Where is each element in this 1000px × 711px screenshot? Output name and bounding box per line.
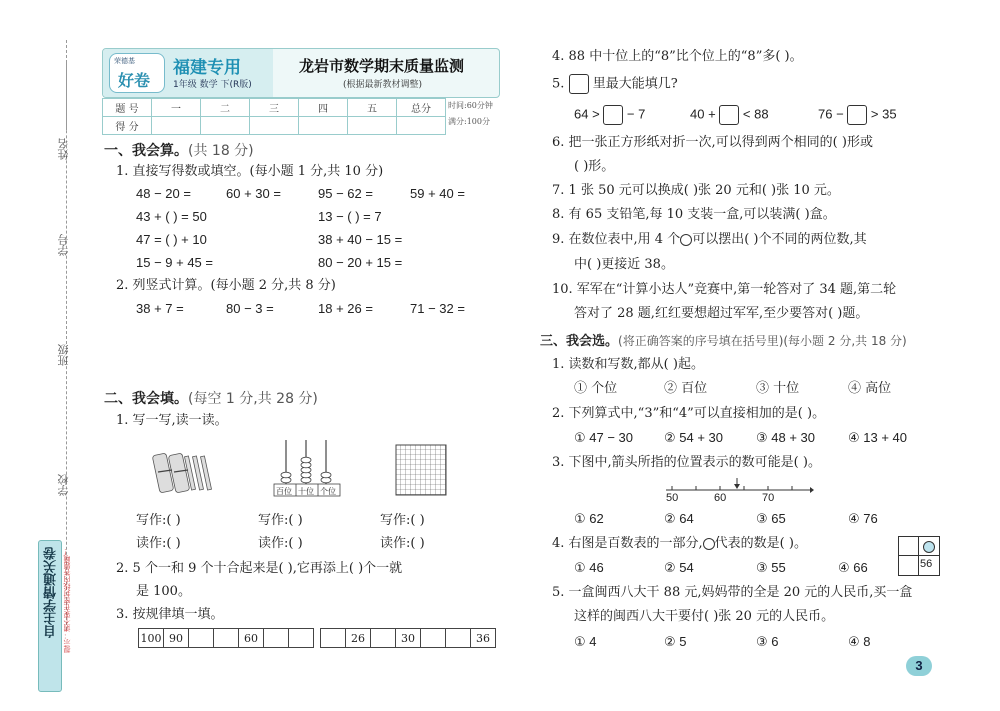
id-label: 学号 — [57, 234, 70, 256]
c4-option[interactable]: ④ 66 — [838, 560, 868, 575]
fj-title: 福建专用 — [173, 58, 241, 78]
score-head: 总分 — [397, 99, 446, 117]
q5-item — [574, 105, 645, 125]
strip-tip: 提示：请不要在密封线内答题哦！ — [63, 548, 71, 653]
number-line — [662, 476, 814, 502]
banner-text: 自主学情通关卷 — [44, 547, 59, 638]
q6-line2: ( )形。 — [574, 159, 615, 174]
abacus-label: 个位 — [320, 487, 336, 496]
abacus-label: 十位 — [298, 487, 314, 496]
seq-cell: 60 — [239, 629, 264, 648]
abacus-label: 百位 — [276, 487, 292, 496]
chart-cell-value: 56 — [920, 558, 933, 570]
nl-tick-label: 60 — [714, 492, 727, 504]
seq-cell[interactable] — [446, 629, 471, 648]
s1-q2-title: 2. 列竖式计算。(每小题 2 分,共 8 分) — [116, 278, 336, 293]
circle-icon — [923, 541, 935, 553]
strip-banner — [38, 540, 62, 692]
calc-item: 47 = ( ) + 10 — [136, 232, 207, 247]
c4-option[interactable]: ① 46 — [574, 560, 604, 575]
blank-box[interactable] — [719, 105, 739, 125]
c5-line1: 5. 一盒闽西八大干 88 元,妈妈带的全是 20 元的人民币,买一盒 — [552, 585, 913, 600]
calc-item: 95 − 62 = — [318, 186, 373, 201]
seq-cell[interactable] — [214, 629, 239, 648]
c4-option[interactable]: ③ 55 — [756, 560, 786, 575]
circle-icon — [703, 538, 715, 550]
score-head: 三 — [250, 99, 299, 117]
score-cell[interactable] — [201, 117, 250, 135]
read-blank[interactable]: 读作:( ) — [380, 536, 425, 551]
hundred-chart-fragment — [898, 536, 940, 576]
brand-small-text: 荣德基 — [114, 57, 135, 65]
c4-option[interactable]: ② 54 — [664, 560, 694, 575]
hundred-grid-image — [395, 444, 447, 496]
c2-option[interactable]: ④ 13 + 40 — [848, 430, 908, 445]
read-blank[interactable]: 读作:( ) — [258, 536, 303, 551]
calc-item: 48 − 20 = — [136, 186, 191, 201]
q5-text: 里最大能填几? — [592, 76, 678, 92]
q5-item — [818, 105, 897, 125]
full-label: 满分:100分 — [448, 117, 490, 126]
q9-pre: 9. 在数位表中,用 4 个 — [552, 232, 681, 247]
blank-box[interactable] — [847, 105, 867, 125]
q5-title — [552, 74, 678, 94]
section3-title — [540, 330, 907, 349]
score-head: 一 — [152, 99, 201, 117]
score-cell[interactable] — [397, 117, 446, 135]
q5-post: < 88 — [742, 106, 769, 122]
blank-box[interactable] — [569, 74, 589, 94]
c3-option[interactable]: ① 62 — [574, 511, 604, 526]
exam-title: 龙岩市数学期末质量监测 — [299, 57, 465, 75]
seq-cell: 36 — [471, 629, 496, 648]
c4 — [552, 535, 807, 553]
s1-q1-title: 1. 直接写得数或填空。(每小题 1 分,共 10 分) — [116, 164, 384, 179]
c3-option[interactable]: ③ 65 — [756, 511, 786, 526]
seq-cell[interactable] — [321, 629, 346, 648]
brand-logo — [109, 53, 165, 93]
score-head: 题 号 — [103, 99, 152, 117]
blank-box[interactable] — [603, 105, 623, 125]
time-label: 时间:60分钟 — [448, 101, 493, 110]
q5-pre: 40 + — [690, 106, 716, 122]
score-head: 五 — [348, 99, 397, 117]
c1-option[interactable]: ④ 高位 — [848, 381, 892, 396]
vertical-calc-item: 80 − 3 = — [226, 301, 274, 316]
c1-option[interactable]: ③ 十位 — [756, 381, 800, 396]
grid-line — [918, 537, 919, 575]
section2-note: (每空 1 分,共 28 分) — [188, 391, 318, 407]
score-head: 四 — [299, 99, 348, 117]
c1: 1. 读数和写数,都从( )起。 — [552, 357, 704, 372]
c2-option[interactable]: ② 54 + 30 — [664, 430, 724, 445]
c2-option[interactable]: ① 47 − 30 — [574, 430, 634, 445]
stick-bundles-image — [152, 448, 224, 496]
q5-pre: 76 − — [818, 106, 844, 122]
seq-cell: 90 — [164, 629, 189, 648]
score-table — [102, 98, 446, 135]
seq-cell[interactable] — [289, 629, 314, 648]
c2: 2. 下列算式中,“3”和“4”可以直接相加的是( )。 — [552, 406, 826, 421]
section1-title — [104, 140, 254, 160]
c5-option[interactable]: ① 4 — [574, 634, 597, 649]
seq-cell: 30 — [396, 629, 421, 648]
q10-line1: 10. 军军在“计算小达人”竞赛中,第一轮答对了 34 题,第二轮 — [552, 282, 897, 297]
c1-option[interactable]: ② 百位 — [664, 381, 708, 396]
class-label: 班级 — [57, 344, 70, 366]
section1-heading: 一、我会算。 — [104, 143, 188, 159]
section2-heading: 二、我会填。 — [104, 391, 188, 407]
q5-pre: 64 > — [574, 106, 600, 122]
s2-q2-line1: 2. 5 个一和 9 个十合起来是( ),它再添上( )个一就 — [116, 561, 403, 576]
c5-option[interactable]: ④ 8 — [848, 634, 871, 649]
q5-num: 5. — [552, 76, 565, 92]
section3-note: (将正确答案的序号填在括号里)(每小题 2 分,共 18 分) — [618, 334, 907, 348]
calc-item: 13 − ( ) = 7 — [318, 209, 382, 224]
c3-option[interactable]: ② 64 — [664, 511, 694, 526]
q7: 7. 1 张 50 元可以换成( )张 20 元和( )张 10 元。 — [552, 183, 840, 198]
header-brand-area — [103, 49, 273, 97]
q9-post: 可以摆出( )个不同的两位数,其 — [692, 232, 867, 247]
name-line — [66, 60, 67, 130]
sequence-table-1 — [138, 628, 314, 648]
s2-q2-line2: 是 100。 — [136, 584, 191, 599]
grid-line — [899, 555, 939, 556]
circle-icon — [680, 234, 692, 246]
calc-item: 80 − 20 + 15 = — [318, 255, 403, 270]
q5-item — [690, 105, 769, 125]
vertical-calc-item: 38 + 7 = — [136, 301, 184, 316]
c5-option[interactable]: ② 5 — [664, 634, 687, 649]
calc-item: 60 + 30 = — [226, 186, 281, 201]
score-cell[interactable] — [299, 117, 348, 135]
vertical-calc-item: 71 − 32 = — [410, 301, 465, 316]
calc-item: 59 + 40 = — [410, 186, 465, 201]
q4: 4. 88 中十位上的“8”比个位上的“8”多( )。 — [552, 49, 803, 64]
brand-logo-text: 好卷 — [118, 71, 151, 90]
q8: 8. 有 65 支铅笔,每 10 支装一盒,可以装满( )盒。 — [552, 207, 836, 222]
header-banner — [102, 48, 500, 98]
seq-cell[interactable] — [371, 629, 396, 648]
q5-post: > 35 — [870, 106, 897, 122]
seq-cell: 26 — [346, 629, 371, 648]
c3: 3. 下图中,箭头所指的位置表示的数可能是( )。 — [552, 455, 821, 470]
s2-q3-title: 3. 按规律填一填。 — [116, 607, 224, 622]
q5-post: − 7 — [626, 106, 646, 122]
s2-q1-title: 1. 写一写,读一读。 — [116, 413, 228, 428]
nl-tick-label: 70 — [762, 492, 775, 504]
c2-option[interactable]: ③ 48 + 30 — [756, 430, 816, 445]
nl-tick-label: 50 — [666, 492, 679, 504]
score-row-label: 得 分 — [103, 117, 152, 135]
seq-cell[interactable] — [264, 629, 289, 648]
c4-post: 代表的数是( )。 — [714, 536, 807, 551]
calc-item: 43 + ( ) = 50 — [136, 209, 207, 224]
q9-line1 — [552, 231, 867, 249]
seq-cell: 100 — [139, 629, 164, 648]
score-cell[interactable] — [152, 117, 201, 135]
q6-line1: 6. 把一张正方形纸对折一次,可以得到两个相同的( )形或 — [552, 135, 873, 150]
c5-option[interactable]: ③ 6 — [756, 634, 779, 649]
section3-heading: 三、我会选。 — [540, 334, 619, 349]
calc-item: 38 + 40 − 15 = — [318, 232, 403, 247]
school-label: 学校 — [57, 474, 70, 496]
read-blank[interactable]: 读作:( ) — [136, 536, 181, 551]
vertical-calc-item: 18 + 26 = — [318, 301, 373, 316]
seq-cell[interactable] — [421, 629, 446, 648]
score-head: 二 — [201, 99, 250, 117]
write-blank[interactable]: 写作:( ) — [380, 513, 425, 528]
score-cell[interactable] — [348, 117, 397, 135]
grade-label: 1年级 数学 下(R版) — [173, 80, 252, 90]
c1-option[interactable]: ① 个位 — [574, 381, 618, 396]
seq-cell[interactable] — [189, 629, 214, 648]
sequence-table-2 — [320, 628, 496, 648]
write-blank[interactable]: 写作:( ) — [258, 513, 303, 528]
q10-line2: 答对了 28 题,红红要想超过军军,至少要答对( )题。 — [574, 306, 869, 321]
exam-subtitle: (根据最新教材调整) — [343, 80, 423, 90]
page-number: 3 — [906, 656, 932, 676]
section2-title — [104, 388, 318, 408]
c5-line2: 这样的闽西八大干要付( )张 20 元的人民币。 — [574, 609, 835, 624]
q9-line2: 中( )更接近 38。 — [574, 257, 674, 272]
score-cell[interactable] — [250, 117, 299, 135]
name-label: 姓名 — [57, 138, 70, 160]
write-blank[interactable]: 写作:( ) — [136, 513, 181, 528]
calc-item: 15 − 9 + 45 = — [136, 255, 213, 270]
c3-option[interactable]: ④ 76 — [848, 511, 878, 526]
section1-note: (共 18 分) — [188, 143, 254, 159]
c4-pre: 4. 右图是百数表的一部分, — [552, 536, 703, 551]
